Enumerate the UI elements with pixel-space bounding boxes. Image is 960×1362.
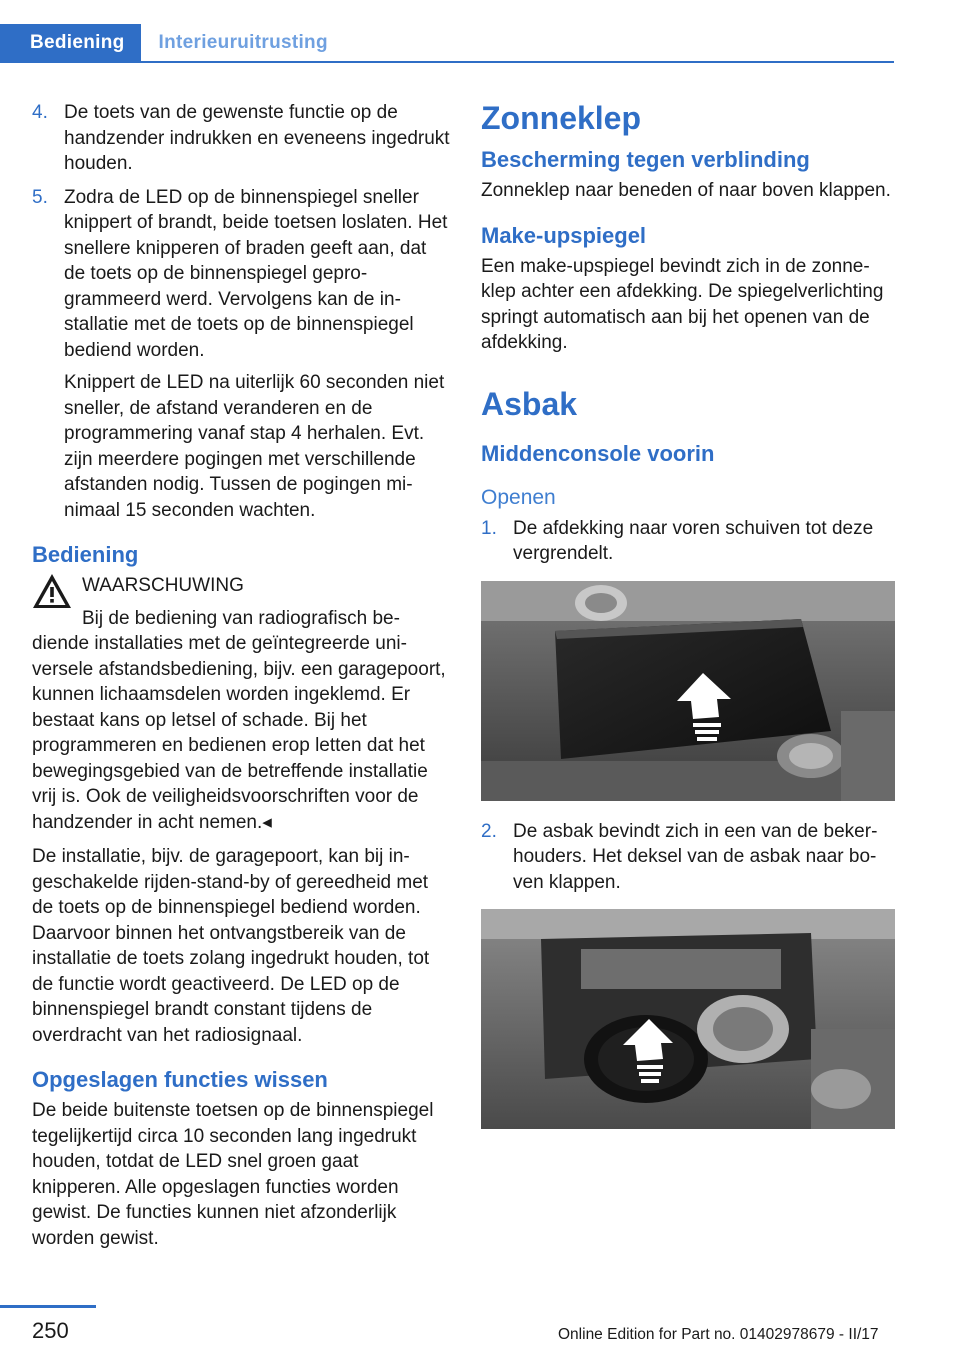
ashtray-cupholder-photo: [481, 909, 895, 1129]
page-number: 250: [32, 1318, 69, 1343]
bediening-text: De installatie, bijv. de garagepoort, kan bij ingeschakelde rijden-stand-by of gereedheid met de toets op de binnenspiegel bediend worden. Daarvoor binnen het ontvangstbereik van de installatie de toets zolang ingedrukt houden, tot de functie wordt geactiveerd. De LED op de binnenspiegel brandt constant tijdens de overdracht van het radiosignaal.: [32, 846, 430, 1046]
wissen-text: De beide buitenste toetsen op de binnenspiegel tegelijkertijd circa 10 seconden lang ingedrukt houden, totdat de LED snel groen gaat knipperen. Alle opgeslagen functies worden gewist. De functies kunnen niet afzonderlijk worden gewist.: [32, 1100, 434, 1249]
verblinding-text: Zonneklep naar beneden of naar boven klappen.: [481, 180, 891, 201]
footer-accent-bar: [0, 1305, 96, 1308]
step-1: [481, 516, 895, 567]
makeup-text: Een make-upspiegel bevindt zich in de zonneklep achter een afdekking. De spiegelverlichting springt automatisch aan bij het openen van de afdekking.: [481, 255, 884, 353]
console-cover-photo: [481, 581, 895, 801]
step-2: [481, 819, 895, 896]
tab-interieuruitrusting[interactable]: Interieuruitrusting: [158, 32, 328, 53]
chapter-title-asbak: Asbak: [481, 385, 578, 422]
left-column: [32, 100, 450, 1260]
subheading-openen: Openen: [481, 485, 556, 509]
step-text: De afdekking naar voren schuiven tot deze vergrendelt.: [513, 517, 874, 564]
step-5: [32, 185, 450, 524]
chapter-title-zonneklep: Zonneklep: [481, 100, 642, 136]
step-number: 2.: [481, 820, 497, 842]
step-number: 5.: [32, 186, 48, 208]
step-4: [32, 100, 450, 177]
step-text: Zodra de LED op de binnenspiegel sneller knippert of brandt, beide toetsen loslaten. Het snellere knipperen of braden geeft aan, dat de toets op de binnenspiegel geprogrammeerd werd. Vervolgens kan de installatie met de toets op de binnenspiegel bediend worden.: [64, 186, 448, 361]
tab-underline: [0, 61, 894, 63]
section-heading-bediening: Bediening: [32, 542, 139, 567]
warning-block: [32, 573, 450, 835]
section-heading-makeup: Make-upspiegel: [481, 222, 647, 248]
step-text: Knippert de LED na uiterlijk 60 seconden niet sneller, de afstand veranderen en de programmering vanaf stap 4 herhalen. Evt. zijn meerdere pogingen met verschillende afstanden nodig. Tussen de pogingen minimaal 15 seconden wachten.: [64, 372, 445, 521]
step-number: 4.: [32, 102, 48, 123]
edition-info: Online Edition for Part no. 01402978679 - II/17: [558, 1326, 879, 1343]
section-heading-verblinding: Bescherming tegen verblinding: [481, 147, 810, 172]
warning-triangle-icon: [32, 573, 72, 609]
section-heading-wissen: Opgeslagen functies wissen: [32, 1067, 328, 1092]
section-heading-middenconsole: Middenconsole voorin: [481, 440, 715, 466]
warning-text: Bij de bediening van radiografisch bediende installaties met de geïntegreerde universele afstandsbediening, bijv. een garagepoort, kunnen lichaamsdelen worden ingeklemd. Er bestaat kans op letsel of schade. Bij het programmeren en bedienen erop letten dat het bewegingsgebied van de betreffende installatie vrij is. Ook de veiligheidsvoorschriften voor de handzender in acht nemen.◂: [32, 607, 446, 833]
step-text: De asbak bevindt zich in een van de bekerhouders. Het deksel van de asbak naar boven klappen.: [513, 820, 878, 893]
step-text: De toets van de gewenste functie op de handzender indrukken en eveneens ingedrukt houden.: [64, 102, 450, 174]
chapter-tabs: [0, 24, 346, 62]
right-column: [481, 100, 895, 1147]
warning-label: WAARSCHUWING: [82, 575, 244, 596]
tab-bediening[interactable]: Bediening: [0, 24, 141, 62]
step-number: 1.: [481, 517, 497, 539]
